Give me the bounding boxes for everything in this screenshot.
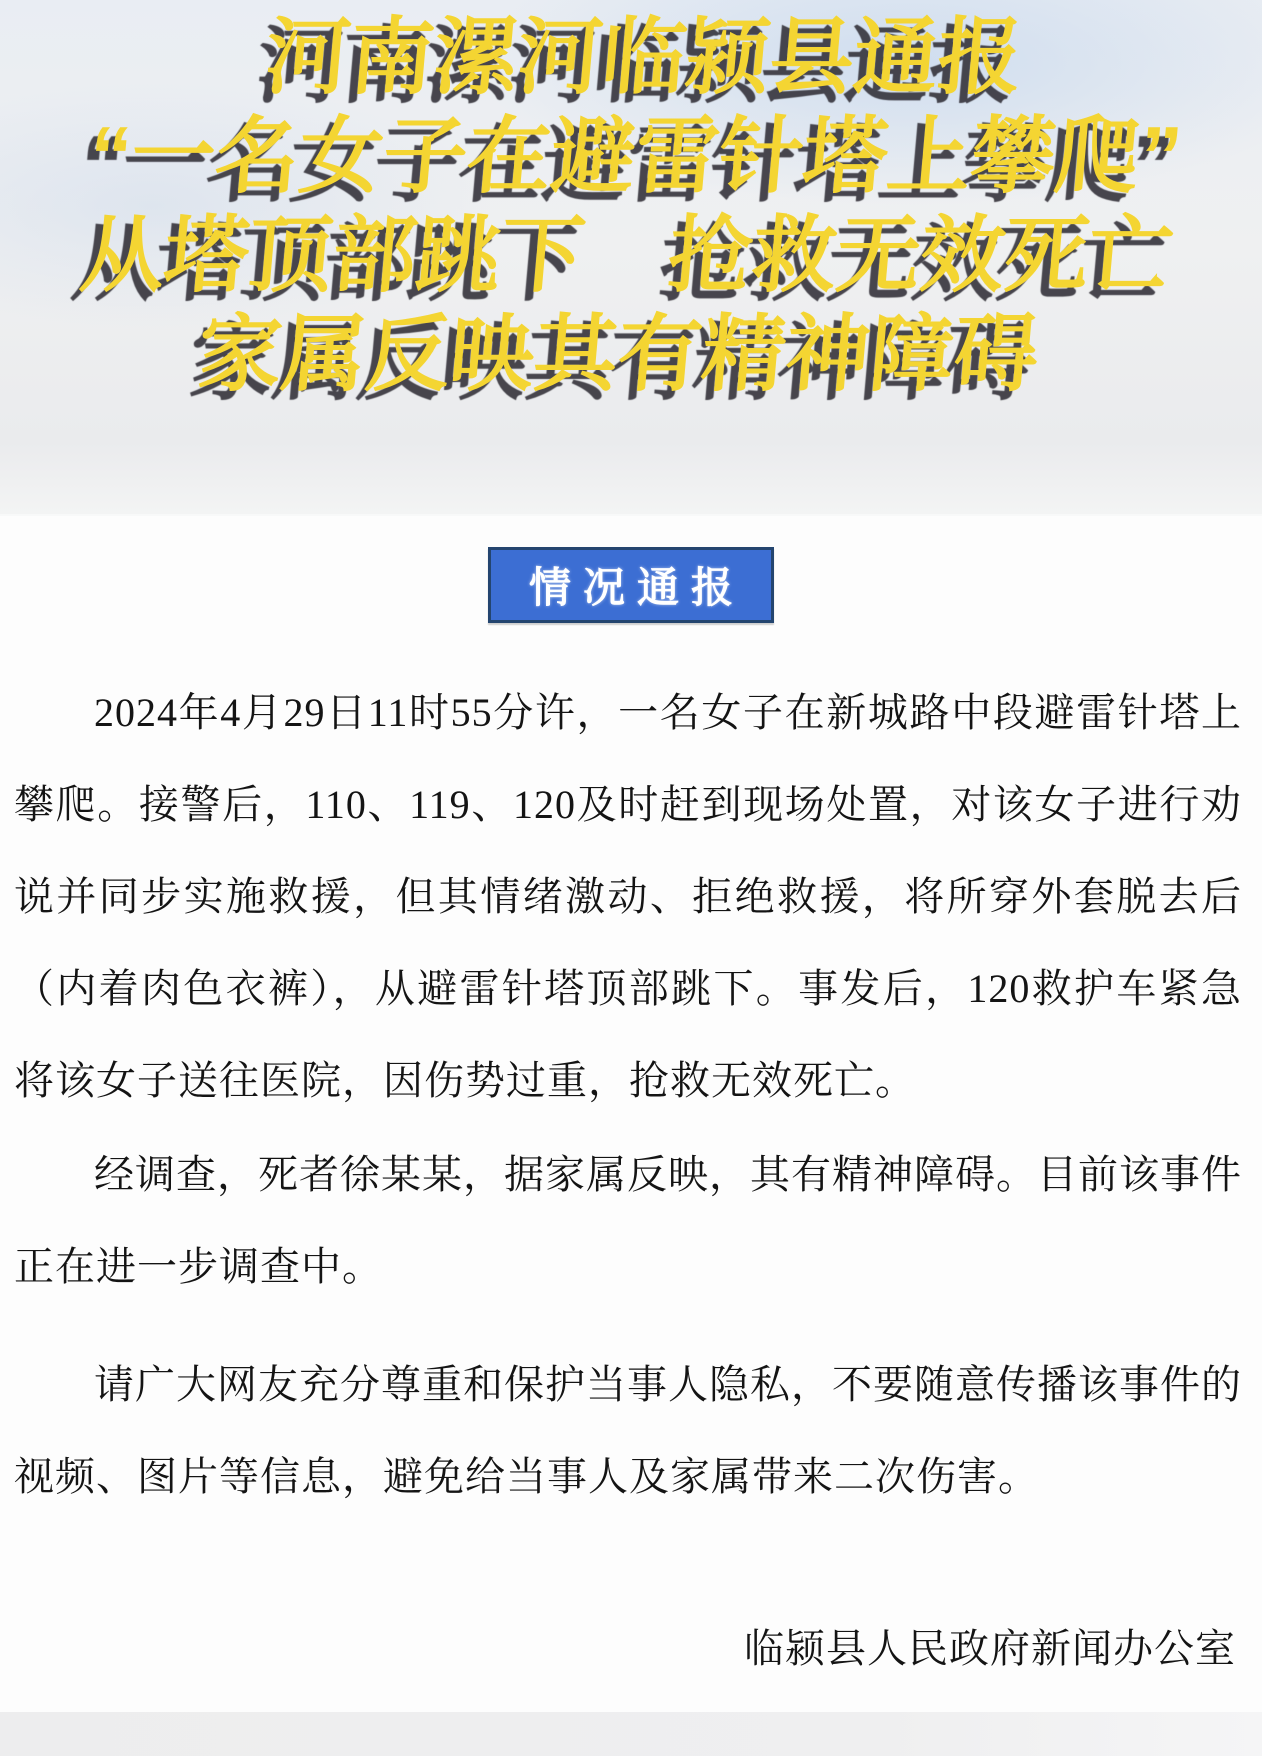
- issuer-signature: 临颍县人民政府新闻办公室: [744, 1626, 1236, 1671]
- title-line-4: 家属反映其有精神障碍: [193, 307, 1043, 401]
- situation-report-badge: 情况通报: [488, 547, 774, 623]
- notice-body: [0, 667, 1262, 1523]
- title-line-2: “一名女子在避雷针塔上攀爬”: [85, 109, 1186, 203]
- title-banner: [0, 0, 1262, 516]
- title-line-3: 从塔顶部跳下 抢救无效死亡: [76, 208, 1177, 302]
- footer-strip: [0, 1712, 1262, 1756]
- body-paragraph-2: 经调查，死者徐某某，据家属反映，其有精神障碍。目前该事件正在进一步调查中。: [14, 1152, 1242, 1289]
- title-line-1: 河南漯河临颍县通报: [261, 10, 1027, 104]
- body-paragraph-3: 请广大网友充分尊重和保护当事人隐私，不要随意传播该事件的视频、图片等信息，避免给当事人及家属带来二次伤害。: [14, 1362, 1242, 1499]
- badge-row: [0, 547, 1262, 623]
- body-paragraph-1: 2024年4月29日11时55分许，一名女子在新城路中段避雷针塔上攀爬。接警后，110、119、120及时赶到现场处置，对该女子进行劝说并同步实施救援，但其情绪激动、拒绝救援，将所穿外套脱去后（内着肉色衣裤），从避雷针塔顶部跳下。事发后，120救护车紧急将该女子送往医院，因伤势过重，抢救无效死亡。: [14, 690, 1242, 1103]
- title-banner-text: [0, 8, 1262, 404]
